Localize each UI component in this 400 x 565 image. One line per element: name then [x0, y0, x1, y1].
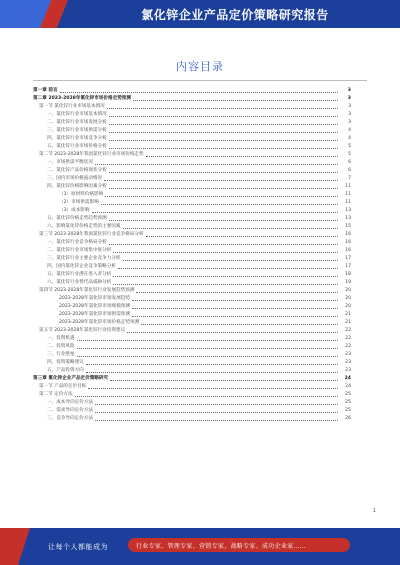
- toc-entry-label: 第二节 2023-2028年我国氯化锌行业市场价格走势: [39, 152, 144, 157]
- toc-entry-label: 三、行业壁垒: [47, 352, 75, 357]
- toc-entry-label: 五、氯化锌行业市场价格分析: [47, 144, 107, 149]
- toc-entry[interactable]: [33, 222, 351, 230]
- toc-entry-label: 第三章 氯化锌企业产品定价策略研究: [33, 376, 109, 381]
- toc-entry-page: 11: [338, 184, 351, 190]
- toc-entry-page: 15: [338, 224, 351, 230]
- toc-entry-label: 五、产品投资方向: [47, 368, 84, 373]
- toc-dot-leader: [136, 292, 338, 293]
- toc-entry-label: 第三节 2023-2028年我国氯化锌行业竞争格局分析: [39, 232, 144, 237]
- toc-entry-label: 三、氯化锌行业主要企业竞争力分析: [47, 256, 121, 261]
- toc-entry[interactable]: [33, 326, 351, 334]
- toc-dot-leader: [75, 396, 338, 397]
- toc-entry-label: （3）成本影响: [59, 208, 90, 213]
- toc-dot-leader: [92, 212, 339, 213]
- toc-entry-page: 21: [338, 320, 351, 326]
- toc-dot-leader: [113, 276, 338, 277]
- toc-entry-page: 21: [338, 312, 351, 318]
- toc-entry-label: 三、竞争导向定价方法: [47, 416, 93, 421]
- toc-heading: 内容目录: [176, 60, 224, 73]
- toc-entry-page: 3: [338, 112, 351, 118]
- toc-dot-leader: [113, 252, 338, 253]
- toc-entry[interactable]: [33, 158, 351, 166]
- toc-entry[interactable]: [33, 142, 351, 150]
- toc-entry[interactable]: [33, 350, 351, 358]
- toc-entry[interactable]: [33, 374, 351, 382]
- toc-entry-label: 四、氯化锌行业市场竞争分析: [47, 136, 107, 141]
- toc-entry[interactable]: [33, 254, 351, 262]
- toc-entry-label: 一、氯化锌行业市场基本情况: [47, 112, 107, 117]
- toc-entry[interactable]: [33, 262, 351, 270]
- toc-entry-page: 22: [338, 328, 351, 334]
- toc-entry[interactable]: [33, 294, 351, 302]
- toc-entry-page: 26: [338, 416, 351, 422]
- toc-dot-leader: [77, 356, 338, 357]
- toc-entry-page: 7: [338, 176, 351, 182]
- toc-entry[interactable]: [33, 270, 351, 278]
- toc-entry-label: 第二章 2023-2028年氯化锌市场价格走势预测: [33, 96, 131, 101]
- toc-entry[interactable]: [33, 342, 351, 350]
- toc-entry-page: 17: [338, 256, 351, 262]
- toc-entry[interactable]: [33, 406, 351, 414]
- footer-slogan-main: 让每个人都能成为: [48, 543, 108, 551]
- toc-entry-label: 第一章 前言: [33, 88, 58, 93]
- toc-entry[interactable]: [33, 166, 351, 174]
- toc-entry[interactable]: [33, 182, 351, 190]
- toc-entry-label: 二、需求导向定价方法: [47, 408, 93, 413]
- toc-entry-page: 17: [338, 264, 351, 270]
- toc-dot-leader: [113, 284, 338, 285]
- page-number: 1: [372, 508, 376, 514]
- toc-entry[interactable]: [33, 126, 351, 134]
- toc-dot-leader: [146, 236, 338, 237]
- toc-dot-leader: [109, 116, 338, 117]
- toc-entry-page: 11: [338, 192, 351, 198]
- toc-entry-page: 20: [338, 288, 351, 294]
- toc-dot-leader: [132, 308, 338, 309]
- toc-entry[interactable]: [33, 366, 351, 374]
- toc-entry[interactable]: [33, 302, 351, 310]
- toc-entry-label: 四、国内氯化锌企业竞争策略分析: [47, 264, 116, 269]
- toc-entry-page: 3: [338, 104, 351, 110]
- toc-entry-label: 第一节 氯化锌行业市场基本情况: [39, 104, 105, 109]
- toc-dot-leader: [77, 348, 338, 349]
- toc-dot-leader: [132, 316, 338, 317]
- toc-entry-label: 五、氯化锌行业潜在进入者分析: [47, 272, 112, 277]
- toc-dot-leader: [123, 228, 338, 229]
- toc-dot-leader: [109, 124, 338, 125]
- toc-dot-leader: [95, 420, 338, 421]
- toc-entry-page: 3: [338, 120, 351, 126]
- toc-dot-leader: [109, 140, 338, 141]
- toc-entry[interactable]: [33, 206, 351, 214]
- toc-entry[interactable]: [33, 238, 351, 246]
- toc-entry-label: 六、氯化锌行业替代品威胁分析: [47, 280, 112, 285]
- toc-entry-page: 20: [338, 304, 351, 310]
- toc-entry-page: 23: [338, 368, 351, 374]
- toc-entry[interactable]: [33, 286, 351, 294]
- toc-dot-leader: [95, 164, 338, 165]
- toc-entry[interactable]: [33, 310, 351, 318]
- toc-dot-leader: [95, 412, 338, 413]
- toc-entry-page: 25: [338, 408, 351, 414]
- toc-entry-label: 一、投资机遇: [47, 336, 75, 341]
- toc-entry-page: 16: [338, 248, 351, 254]
- toc-entry[interactable]: [33, 414, 351, 422]
- toc-entry-label: 一、成本导向定价方法: [47, 400, 93, 405]
- toc-entry[interactable]: [33, 110, 351, 118]
- toc-entry[interactable]: [33, 382, 351, 390]
- toc-dot-leader: [86, 372, 338, 373]
- toc-entry[interactable]: [33, 86, 351, 94]
- toc-dot-leader: [123, 260, 338, 261]
- toc-entry-page: 13: [338, 216, 351, 222]
- toc-entry[interactable]: [33, 246, 351, 254]
- toc-dot-leader: [109, 220, 338, 221]
- toc-entry-label: 第四节 2023-2028年氯化锌行业发展趋势预测: [39, 288, 135, 293]
- toc-entry-label: 2023-2028年氯化锌市场规模预测: [59, 304, 130, 309]
- toc-dot-leader: [104, 180, 338, 181]
- toc-entry-label: 二、氯化锌产品价格现状分析: [47, 168, 107, 173]
- toc-entry-label: 四、投资策略建议: [47, 360, 84, 365]
- toc-entry-page: 5: [338, 144, 351, 150]
- toc-entry[interactable]: [33, 174, 351, 182]
- toc-entry-page: 13: [338, 208, 351, 214]
- toc-entry-label: 一、市场供需平衡状况: [47, 160, 93, 165]
- toc-dot-leader: [77, 340, 338, 341]
- toc-entry-label: 2023-2028年氯化锌市场发展趋势: [59, 296, 130, 301]
- toc-entry[interactable]: [33, 118, 351, 126]
- toc-entry-page: 20: [338, 296, 351, 302]
- toc-entry[interactable]: [33, 334, 351, 342]
- toc-entry-label: 第二节 定价方法: [39, 392, 73, 397]
- toc-entry-page: 23: [338, 352, 351, 358]
- toc-dot-leader: [105, 196, 338, 197]
- toc-entry-label: 2023-2028年氯化锌市场价格走势预测: [59, 320, 140, 325]
- toc-dot-leader: [109, 188, 338, 189]
- toc-entry-page: 25: [338, 400, 351, 406]
- toc-entry-page: 5: [338, 152, 351, 158]
- toc-entry-page: 22: [338, 336, 351, 342]
- toc-entry-page: 16: [338, 232, 351, 238]
- toc-dot-leader: [141, 324, 338, 325]
- toc-entry-page: 22: [338, 344, 351, 350]
- toc-entry[interactable]: [33, 198, 351, 206]
- toc-entry-label: 五、氯化锌价格走势趋势预测: [47, 216, 107, 221]
- toc-dot-leader: [101, 204, 338, 205]
- toc-dot-leader: [109, 132, 338, 133]
- toc-dot-leader: [60, 92, 338, 93]
- toc-dot-leader: [86, 364, 338, 365]
- toc-entry-label: 三、氯化锌行业市场供需分析: [47, 128, 107, 133]
- toc-dot-leader: [107, 108, 338, 109]
- toc-entry-label: 第五节 2023-2028年氯化锌行业投资建议: [39, 328, 126, 333]
- toc-entry[interactable]: [33, 190, 351, 198]
- toc-entry-page: 3: [338, 96, 351, 102]
- footer-slogan-sub: 行业专家、管理专家、营销专家、战略专家、成功企业家……: [136, 543, 307, 550]
- toc-entry-label: 二、氯化锌行业市场集中度分析: [47, 248, 112, 253]
- toc-entry-page: 4: [338, 136, 351, 142]
- toc-entry-page: 11: [338, 200, 351, 206]
- toc-entry[interactable]: [33, 278, 351, 286]
- toc-dot-leader: [88, 388, 338, 389]
- toc-entry[interactable]: [33, 318, 351, 326]
- toc-entry-label: 第一节 产品的定价目标: [39, 384, 87, 389]
- toc-entry[interactable]: [33, 94, 351, 102]
- toc-entry-page: 24: [338, 376, 351, 382]
- heading-divider: [33, 80, 367, 81]
- toc-entry-label: 四、氯化锌价格影响因素分析: [47, 184, 107, 189]
- toc-entry-page: 3: [338, 88, 351, 94]
- toc-entry[interactable]: [33, 134, 351, 142]
- toc-entry-page: 6: [338, 168, 351, 174]
- toc-dot-leader: [109, 148, 338, 149]
- toc-entry-page: 19: [338, 280, 351, 286]
- table-of-contents: [33, 86, 351, 422]
- toc-entry-page: 25: [338, 392, 351, 398]
- toc-dot-leader: [110, 380, 338, 381]
- toc-dot-leader: [109, 172, 338, 173]
- report-title: 氯化锌企业产品定价策略研究报告: [141, 8, 329, 22]
- toc-dot-leader: [146, 156, 338, 157]
- toc-entry[interactable]: [33, 102, 351, 110]
- toc-entry-page: 16: [338, 240, 351, 246]
- toc-entry[interactable]: [33, 150, 351, 158]
- toc-dot-leader: [109, 244, 338, 245]
- toc-dot-leader: [95, 404, 338, 405]
- toc-dot-leader: [118, 268, 338, 269]
- toc-entry-label: 2023-2028年氯化锌市场供需预测: [59, 312, 130, 317]
- toc-entry-label: 二、氯化锌行业市场发展分析: [47, 120, 107, 125]
- toc-entry-label: 一、氯化锌行业竞争格局分析: [47, 240, 107, 245]
- toc-entry-label: （2）市场供需影响: [59, 200, 99, 205]
- toc-entry-page: 23: [338, 360, 351, 366]
- toc-entry[interactable]: [33, 390, 351, 398]
- toc-entry-label: 二、投资风险: [47, 344, 75, 349]
- toc-entry[interactable]: [33, 214, 351, 222]
- toc-dot-leader: [133, 100, 338, 101]
- toc-entry[interactable]: [33, 398, 351, 406]
- toc-dot-leader: [127, 332, 338, 333]
- toc-dot-leader: [132, 300, 338, 301]
- toc-entry-label: （1）原材料价格影响: [59, 192, 104, 197]
- toc-entry-label: 三、国内市场价格波动情况: [47, 176, 103, 181]
- toc-entry-page: 4: [338, 128, 351, 134]
- toc-entry[interactable]: [33, 230, 351, 238]
- toc-entry-label: 六、影响氯化锌价格走势的主要因素: [47, 224, 121, 229]
- toc-entry-page: 18: [338, 272, 351, 278]
- toc-entry-page: 6: [338, 160, 351, 166]
- toc-entry-page: 24: [338, 384, 351, 390]
- toc-entry[interactable]: [33, 358, 351, 366]
